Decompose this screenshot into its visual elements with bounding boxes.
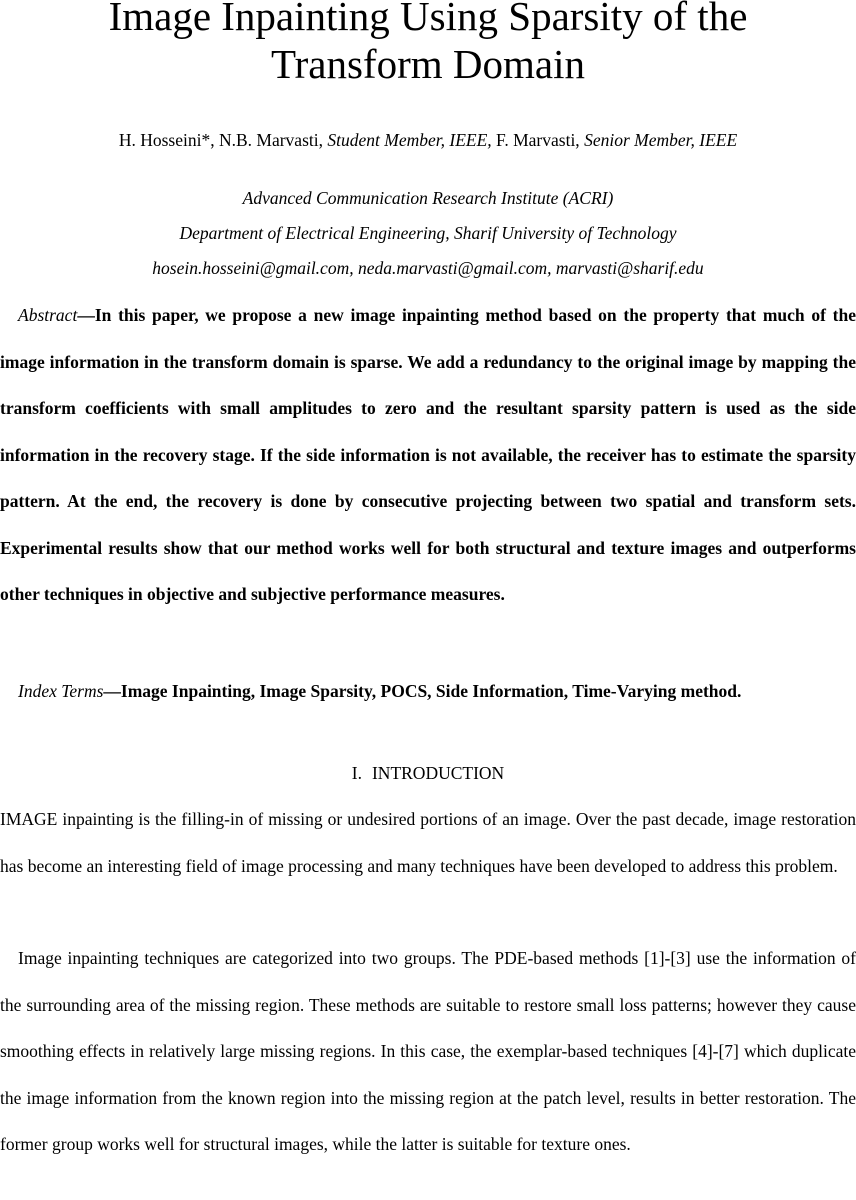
abstract-label: Abstract [18, 305, 78, 325]
abstract-text: —In this paper, we propose a new image inpainting method based on the property that much of the image information in the transform domain is sparse. We add a redundancy to the original image by mapping the transform coefficients with small amplitudes to zero and the resultant sparsity pattern is used as the side information in the recovery stage. If the side information is not available, the receiver has to estimate the sparsity pattern. At the end, the recovery is done by consecutive projecting between two spatial and transform sets. Experimental results show that our method works well for both structural and texture images and outperforms other techniques in objective and subjective performance measures. [0, 305, 856, 604]
affiliation-department: Department of Electrical Engineering, Sharif University of Technology [179, 223, 677, 243]
abstract [0, 292, 856, 618]
title-line: Image Inpainting Using Sparsity of the [108, 0, 748, 39]
affiliation-institute: Advanced Communication Research Institute (ACRI) [242, 188, 614, 208]
section-number: I. [351, 763, 362, 783]
section-heading [0, 758, 856, 788]
author-name: H. Hosseini*, [118, 130, 219, 150]
author-list [0, 129, 856, 151]
section-title: INTRODUCTION [371, 763, 505, 783]
body-paragraph: IMAGE inpainting is the filling-in of missing or undesired portions of an image. Over the past decade, image restoration has become an interesting field of image processing and many techniques have been developed to address this problem. [0, 809, 856, 876]
body-paragraph: Image inpainting techniques are categorized into two groups. The PDE-based methods [1]-[3] use the information of the surrounding area of the missing region. These methods are suitable to restore small loss patterns; however they cause smoothing effects in relatively large missing regions. In this case, the exemplar-based techniques [4]-[7] which duplicate the image information from the known region into the missing region at the patch level, results in better restoration. The former group works well for structural images, while the latter is suitable for texture ones. [0, 948, 856, 1154]
index-terms [0, 676, 856, 706]
author-emails: hosein.hosseini@gmail.com, neda.marvasti@gmail.com, marvasti@sharif.edu [152, 258, 704, 278]
author-name: F. Marvasti, [491, 130, 585, 150]
author-name: N.B. Marvasti, [218, 130, 328, 150]
author-membership: Senior Member, IEEE [584, 130, 738, 150]
author-membership: Student Member, IEEE, [327, 130, 492, 150]
paper-title [0, 0, 856, 88]
title-line: Transform Domain [271, 41, 585, 87]
affiliation-block [0, 181, 856, 286]
index-terms-text: —Image Inpainting, Image Sparsity, POCS, Side Information, Time-Varying method. [103, 681, 742, 701]
index-terms-label: Index Terms [18, 681, 104, 701]
